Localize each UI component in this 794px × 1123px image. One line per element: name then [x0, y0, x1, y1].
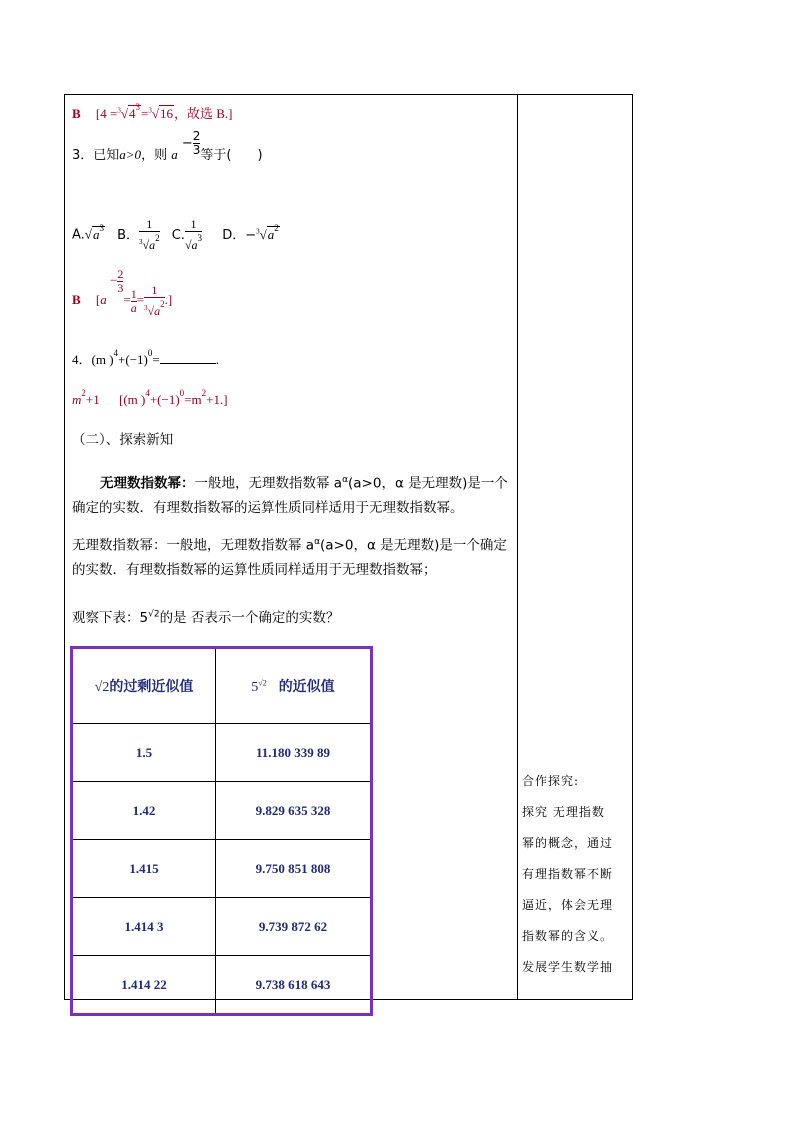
- table-row: 1.414 22 9.738 618 643: [72, 956, 372, 1015]
- side-note-line: 幂的概念，通过: [522, 836, 614, 850]
- option-b-label: B．: [117, 227, 139, 243]
- table-row: 1.42 9.829 635 328: [72, 782, 372, 840]
- q3-base: a: [171, 147, 178, 162]
- definition-paragraph-2: 无理数指数幂：一般地，无理数指数幂 $a^\alpha(a>0$，α 是无理数)是一个确定的实数．有理数指数幂的运算性质同样适用于无理数指数幂；: [72, 537, 507, 578]
- side-note-line: 探究 无理指数: [522, 805, 605, 819]
- side-note-line: 发展学生数学抽: [522, 960, 614, 974]
- definition-paragraph: 无理数指数幂：一般地，无理数指数幂 $a^\alpha(a>0$，α 是无理数)是一个确定的实数．有理数指数幂的运算性质同样适用于无理数指数幂。: [72, 475, 508, 516]
- side-notes: [522, 766, 632, 983]
- q3-stem: 3．已知a>0，则 a − $\frac{2}{3}$ 等于( ): [72, 129, 263, 163]
- table-row: 1.415 9.750 851 808: [72, 840, 372, 898]
- header-power-approx: $5^{√2}$ 的近似值: [216, 648, 372, 724]
- q3-condition: a>0: [119, 147, 142, 162]
- table-header-row: [72, 648, 372, 724]
- q3-answer-exponent: − $\frac{2}{3}$: [110, 267, 124, 295]
- side-note-line: 有理指数幂不断: [522, 867, 614, 881]
- side-note-line: 指数幂的含义。: [522, 929, 614, 943]
- observe-prompt: 观察下表：$5^{√2}$的是 否表示一个确定的实数？: [72, 609, 340, 626]
- q4-answer: $m^2+1$ [(m )$^4+(-1)^0=m^2+1$.]: [72, 388, 228, 407]
- q3-answer-letter: B: [72, 291, 81, 307]
- q3-answer: B [a − $\frac{2}{3}$ = $\frac{1}{a}$ = $\frac{1}{^3√a^2}$ .]: [72, 267, 173, 318]
- option-c-label: C.: [171, 227, 185, 243]
- option-d-label: D．−: [222, 227, 257, 243]
- section-title: （二）、探索新知: [72, 432, 174, 448]
- option-b-fraction: $\frac{1}{^3√a^2}$: [139, 217, 160, 252]
- q2-root-a: $4^3$: [128, 102, 140, 121]
- q2-answer-open: [4 =: [95, 106, 118, 121]
- side-note-line: 逼近，体会无理: [522, 898, 614, 912]
- q3-exponent: − $\frac{2}{3}$: [181, 129, 201, 157]
- approximation-table: [70, 646, 373, 1016]
- column-divider: [517, 94, 518, 1000]
- option-c-fraction: $\frac{1}{√a^3}$: [184, 217, 203, 252]
- q2-answer-letter: B: [72, 106, 81, 121]
- header-sqrt2-upper: √2的过剩近似值: [72, 648, 216, 724]
- q2-answer-tail: ，故选 B.]: [173, 106, 233, 121]
- table-row: 1.414 3 9.739 872 62: [72, 898, 372, 956]
- q2-root-b: 16: [159, 106, 173, 121]
- option-a-label: A.: [72, 227, 85, 243]
- side-note-title: 合作探究:: [522, 774, 580, 788]
- q4-stem: 4．(m )$^4+(-1)^0=$ .: [72, 348, 219, 367]
- q2-answer-line: B [$4 =^3√4^3=^3√16$，故选 B.]: [72, 102, 233, 121]
- q3-stem-suffix: 等于( ): [200, 148, 263, 163]
- q4-answer-blank: [160, 351, 216, 364]
- q2-equals: =: [140, 106, 149, 121]
- table-row: 1.5 11.180 339 89: [72, 724, 372, 782]
- q3-options: $A.√a^3$ B． $\frac{1}{^3√a^2}$ C. $\frac{1}{√a^3}$ D．$-^3√a^2$: [72, 217, 279, 252]
